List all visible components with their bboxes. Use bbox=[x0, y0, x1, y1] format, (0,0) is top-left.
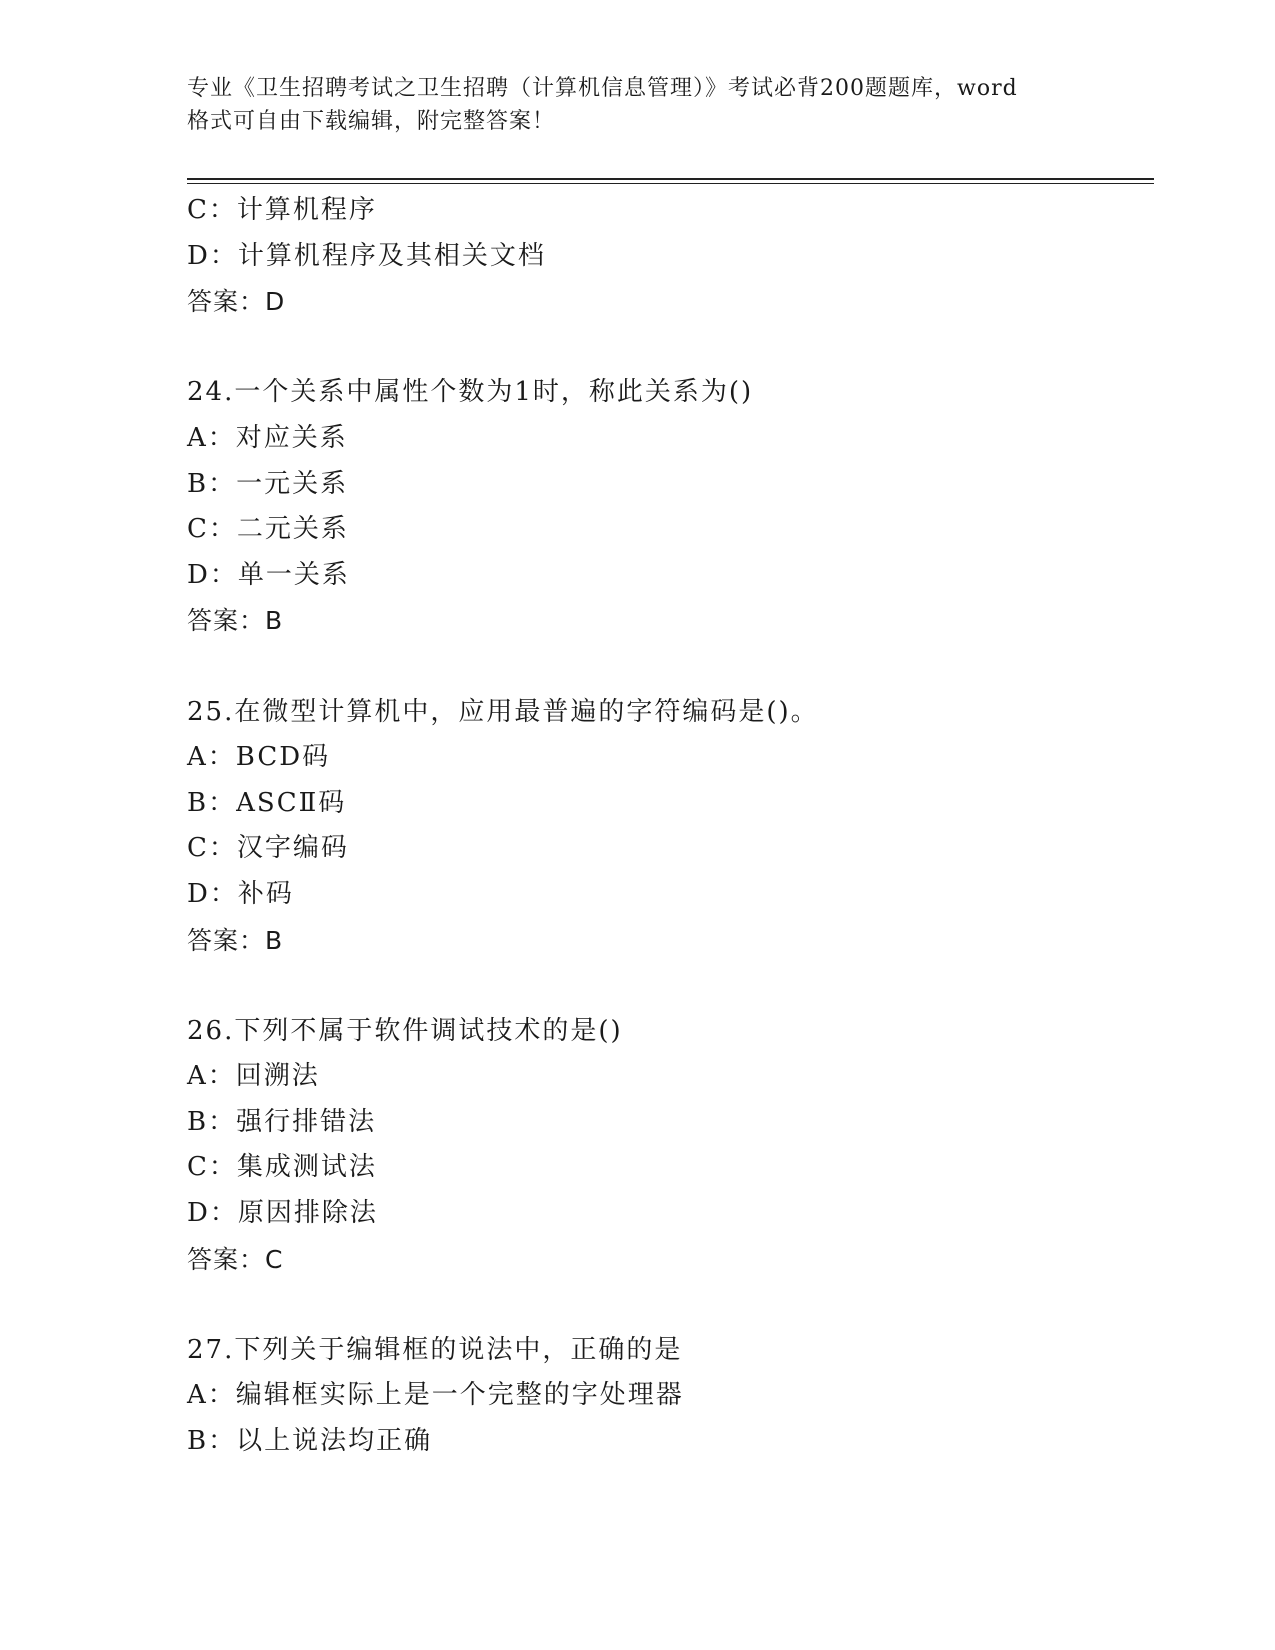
question-text: 27.下列关于编辑框的说法中，正确的是 bbox=[187, 1334, 683, 1365]
option-text: B：一元关系 bbox=[187, 468, 349, 499]
option-text: A：BCD码 bbox=[187, 742, 331, 773]
question-text: 24.一个关系中属性个数为1时，称此关系为() bbox=[187, 377, 754, 408]
option-text: A：回溯法 bbox=[187, 1061, 320, 1092]
option-text: B：ASCⅡ码 bbox=[187, 787, 347, 818]
option-text: C：二元关系 bbox=[187, 514, 349, 545]
block-gap bbox=[187, 963, 1147, 1009]
document-header bbox=[187, 72, 1087, 138]
option-text: B：以上说法均正确 bbox=[187, 1426, 433, 1457]
answer-text: 答案：B bbox=[187, 925, 284, 955]
option-text: C：汉字编码 bbox=[187, 833, 349, 864]
block-gap bbox=[187, 644, 1147, 690]
option-text: A：编辑框实际上是一个完整的字处理器 bbox=[187, 1380, 684, 1411]
answer-text: 答案：B bbox=[187, 606, 284, 636]
block-gap bbox=[187, 1282, 1147, 1328]
header-rule-thin bbox=[187, 183, 1154, 184]
question-text: 25.在微型计算机中，应用最普遍的字符编码是()。 bbox=[187, 696, 819, 727]
question-list bbox=[187, 188, 1147, 1465]
option-text: D：计算机程序及其相关文档 bbox=[187, 240, 546, 271]
option-text: C：集成测试法 bbox=[187, 1152, 377, 1183]
header-line-2: 格式可自由下载编辑，附完整答案！ bbox=[187, 109, 556, 134]
option-text: B：强行排错法 bbox=[187, 1106, 377, 1137]
header-line-1: 专业《卫生招聘考试之卫生招聘（计算机信息管理）》考试必背200题题库，word bbox=[187, 76, 1018, 101]
answer-text: 答案：D bbox=[187, 287, 286, 317]
option-text: C：计算机程序 bbox=[187, 195, 377, 225]
option-text: D：单一关系 bbox=[187, 559, 350, 590]
header-rule-thick bbox=[187, 178, 1154, 180]
option-text: A：对应关系 bbox=[187, 422, 348, 453]
option-text: D：原因排除法 bbox=[187, 1198, 378, 1229]
question-text: 26.下列不属于软件调试技术的是() bbox=[187, 1015, 623, 1046]
option-text: D：补码 bbox=[187, 878, 294, 909]
answer-text: 答案：C bbox=[187, 1244, 284, 1274]
block-gap bbox=[187, 325, 1147, 371]
